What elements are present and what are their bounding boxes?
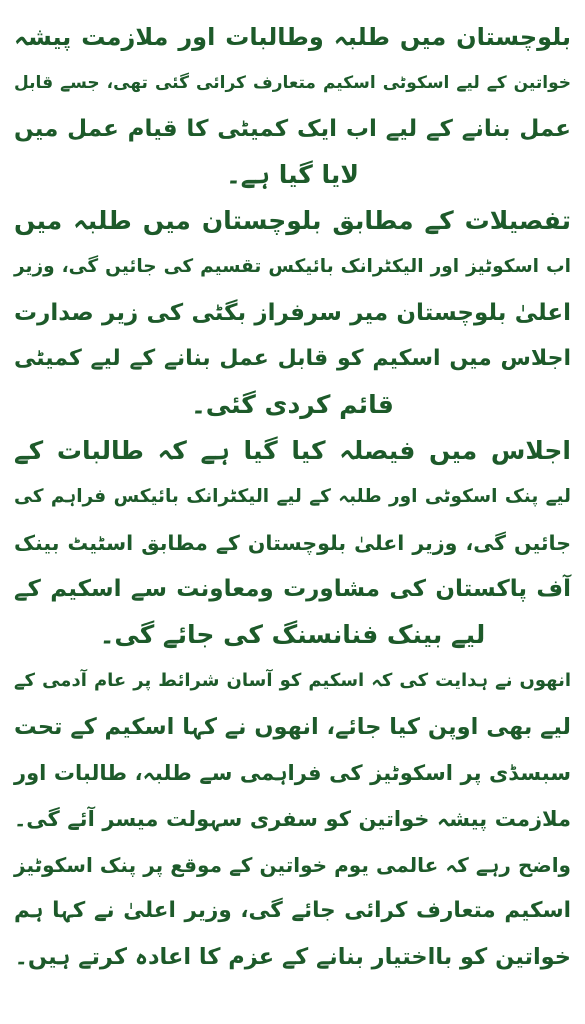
text-line: خواتین کے لیے اسکوٹی اسکیم متعارف کرائی گئی تھی، جسے قابل [14,73,571,93]
text-line: لیے بھی اوپن کیا جائے، انھوں نے کہا اسکیم کے تحت [14,714,571,740]
paragraph-3 [14,428,571,658]
text-line: اجلاس میں فیصلہ کیا گیا ہے کہ طالبات کے [14,436,571,465]
text-line: سبسڈی پر اسکوٹیز کی فراہمی سے طلبہ، طالبات اور [14,761,571,785]
paragraph-2 [14,198,571,428]
text-line: اجلاس میں اسکیم کو قابل عمل بنانے کے لیے کمیٹی [14,346,571,371]
text-line: لیے پنک اسکوٹی اور طلبہ کے لیے الیکٹرانک بائیکس فراہم کی [14,486,571,507]
paragraph-1 [14,14,571,198]
text-line: انھوں نے ہدایت کی کہ اسکیم کو آسان شرائط پر عام آدمی کے [14,670,571,691]
text-line: عمل بنانے کے لیے اب ایک کمیٹی کا قیام عمل میں [14,116,571,142]
text-line: قائم کردی گئی۔ [191,390,394,419]
text-line: بلوچستان میں طلبہ وطالبات اور ملازمت پیشہ [14,23,571,51]
text-line: ملازمت پیشہ خواتین کو سفری سہولت میسر آئے گی۔ [14,807,571,831]
paragraph-4 [14,658,571,842]
text-line: واضح رہے کہ عالمی یوم خواتین کے موقع پر پنک اسکوٹیز [14,853,571,877]
text-line: اب اسکوٹیز اور الیکٹرانک بائیکس تقسیم کی جائیں گی، وزیر [14,256,571,277]
text-line: اسکیم متعارف کرائی جائے گی، وزیر اعلیٰ نے کہا ہم [14,898,571,923]
text-line: آف پاکستان کی مشاورت ومعاونت سے اسکیم کے [14,576,571,602]
text-line: جائیں گی، وزیر اعلیٰ بلوچستان کے مطابق اسٹیٹ بینک [14,531,571,555]
paragraph-5 [14,842,571,980]
text-line: تفصیلات کے مطابق بلوچستان میں طلبہ میں [14,206,571,235]
text-line: لایا گیا ہے۔ [226,160,359,189]
text-line: اعلیٰ بلوچستان میر سرفراز بگٹی کی زیر صدارت [14,300,571,326]
text-line: خواتین کو بااختیار بنانے کے عزم کا اعادہ کرتے ہیں۔ [14,944,571,970]
text-line: لیے بینک فنانسنگ کی جائے گی۔ [99,620,486,649]
